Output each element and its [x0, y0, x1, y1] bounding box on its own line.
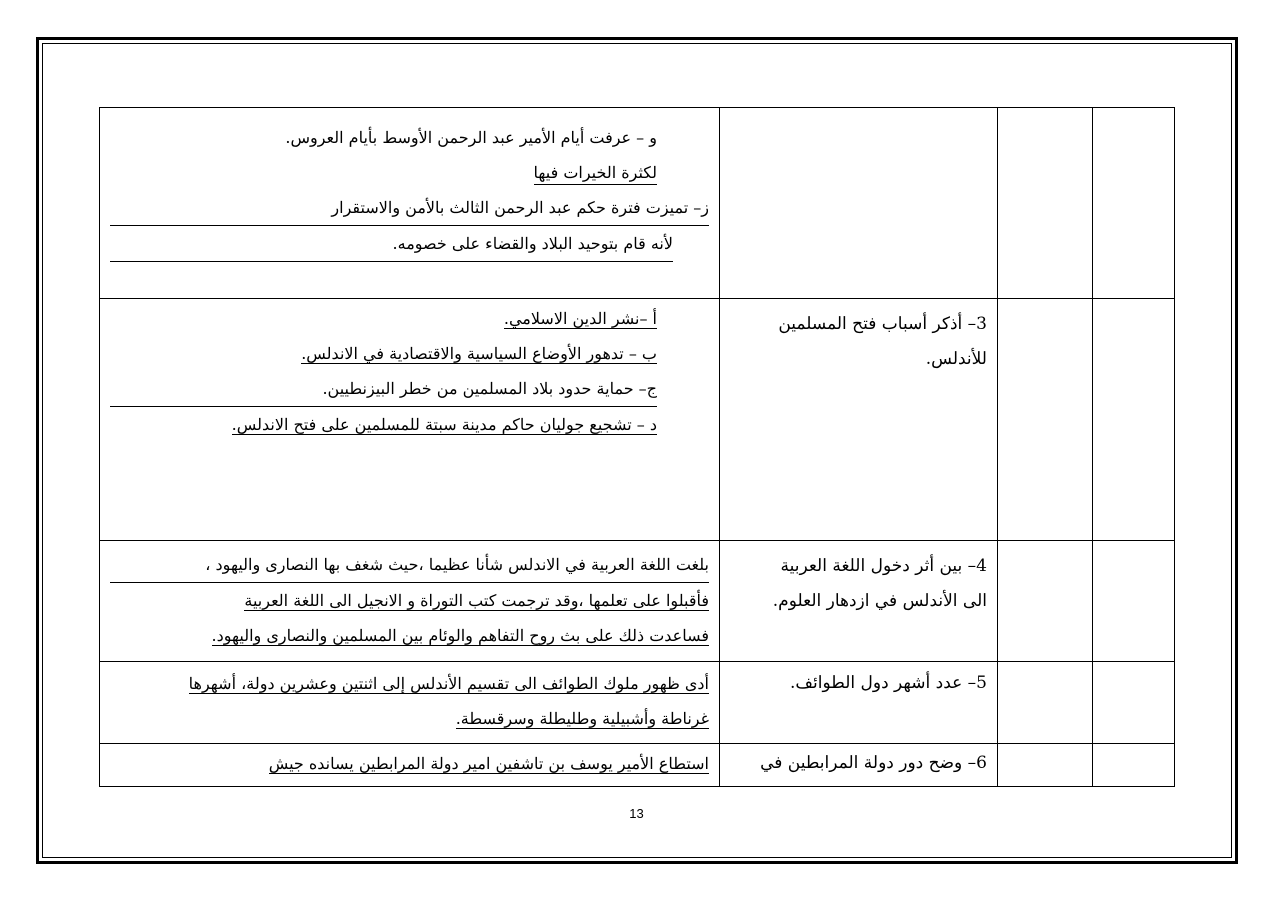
answer-line: ز– تميزت فترة حكم عبد الرحمن الثالث بالأمن والاستقرار: [110, 190, 709, 226]
question-text: للأندلس.: [925, 349, 987, 369]
mark-cell: [1093, 662, 1175, 744]
mark-cell: [998, 299, 1093, 541]
table-row: [100, 299, 1175, 541]
answer-line: لأنه قام بتوحيد البلاد والقضاء على خصومه.: [110, 226, 673, 262]
question-cell: [720, 108, 998, 299]
page-number: 13: [629, 806, 644, 821]
answer-line: و – عرفت أيام الأمير عبد الرحمن الأوسط بأيام العروس.: [285, 128, 657, 147]
questions-table: [99, 107, 1175, 787]
question-text: 3– أذكر أسباب فتح المسلمين: [778, 314, 987, 334]
table-row: [100, 744, 1175, 787]
answer-line: أدى ظهور ملوك الطوائف الى تقسيم الأندلس إلى اثنتين وعشرين دولة، أشهرها: [188, 674, 709, 693]
answer-line: ب – تدهور الأوضاع السياسية والاقتصادية في الاندلس.: [301, 344, 657, 363]
answer-line: أ –نشر الدين الاسلامي.: [503, 309, 657, 328]
answer-cell: [100, 744, 720, 787]
answer-cell: [100, 299, 720, 541]
question-cell: [720, 541, 998, 662]
mark-cell: [998, 662, 1093, 744]
answer-cell: [100, 541, 720, 662]
answer-line: بلغت اللغة العربية في الاندلس شأنا عظيما ،حيث شغف بها النصارى واليهود ،: [110, 547, 709, 583]
mark-cell: [998, 108, 1093, 299]
question-cell: [720, 299, 998, 541]
table-row: [100, 541, 1175, 662]
question-text: الى الأندلس في ازدهار العلوم.: [772, 591, 987, 611]
answer-line: استطاع الأمير يوسف بن تاشفين امير دولة المرابطين يسانده جيش: [268, 754, 709, 773]
question-text: 6– وضح دور دولة المرابطين في: [760, 753, 987, 773]
table-row: [100, 108, 1175, 299]
mark-cell: [998, 541, 1093, 662]
answer-cell: [100, 662, 720, 744]
mark-cell: [1093, 299, 1175, 541]
answer-line: لكثرة الخيرات فيها: [534, 163, 657, 185]
answer-line: فأقبلوا على تعلمها ،وقد ترجمت كتب التوراة و الانجيل الى اللغة العربية: [244, 591, 709, 610]
question-text: 4– بين أثر دخول اللغة العربية: [780, 556, 987, 576]
answer-line: د – تشجيع جوليان حاكم مدينة سبتة للمسلمين على فتح الاندلس.: [231, 415, 657, 434]
answer-line: فساعدت ذلك على بث روح التفاهم والوئام بين المسلمين والنصارى واليهود.: [211, 626, 709, 645]
answer-line: غرناطة وأشبيلية وطليطلة وسرقسطة.: [455, 709, 709, 728]
mark-cell: [1093, 744, 1175, 787]
answer-line: ج– حماية حدود بلاد المسلمين من خطر البيزنطيين.: [110, 371, 657, 407]
mark-cell: [998, 744, 1093, 787]
mark-cell: [1093, 108, 1175, 299]
question-text: 5– عدد أشهر دول الطوائف.: [790, 673, 987, 693]
answer-cell: [100, 108, 720, 299]
mark-cell: [1093, 541, 1175, 662]
table-row: [100, 662, 1175, 744]
question-cell: [720, 662, 998, 744]
question-cell: [720, 744, 998, 787]
